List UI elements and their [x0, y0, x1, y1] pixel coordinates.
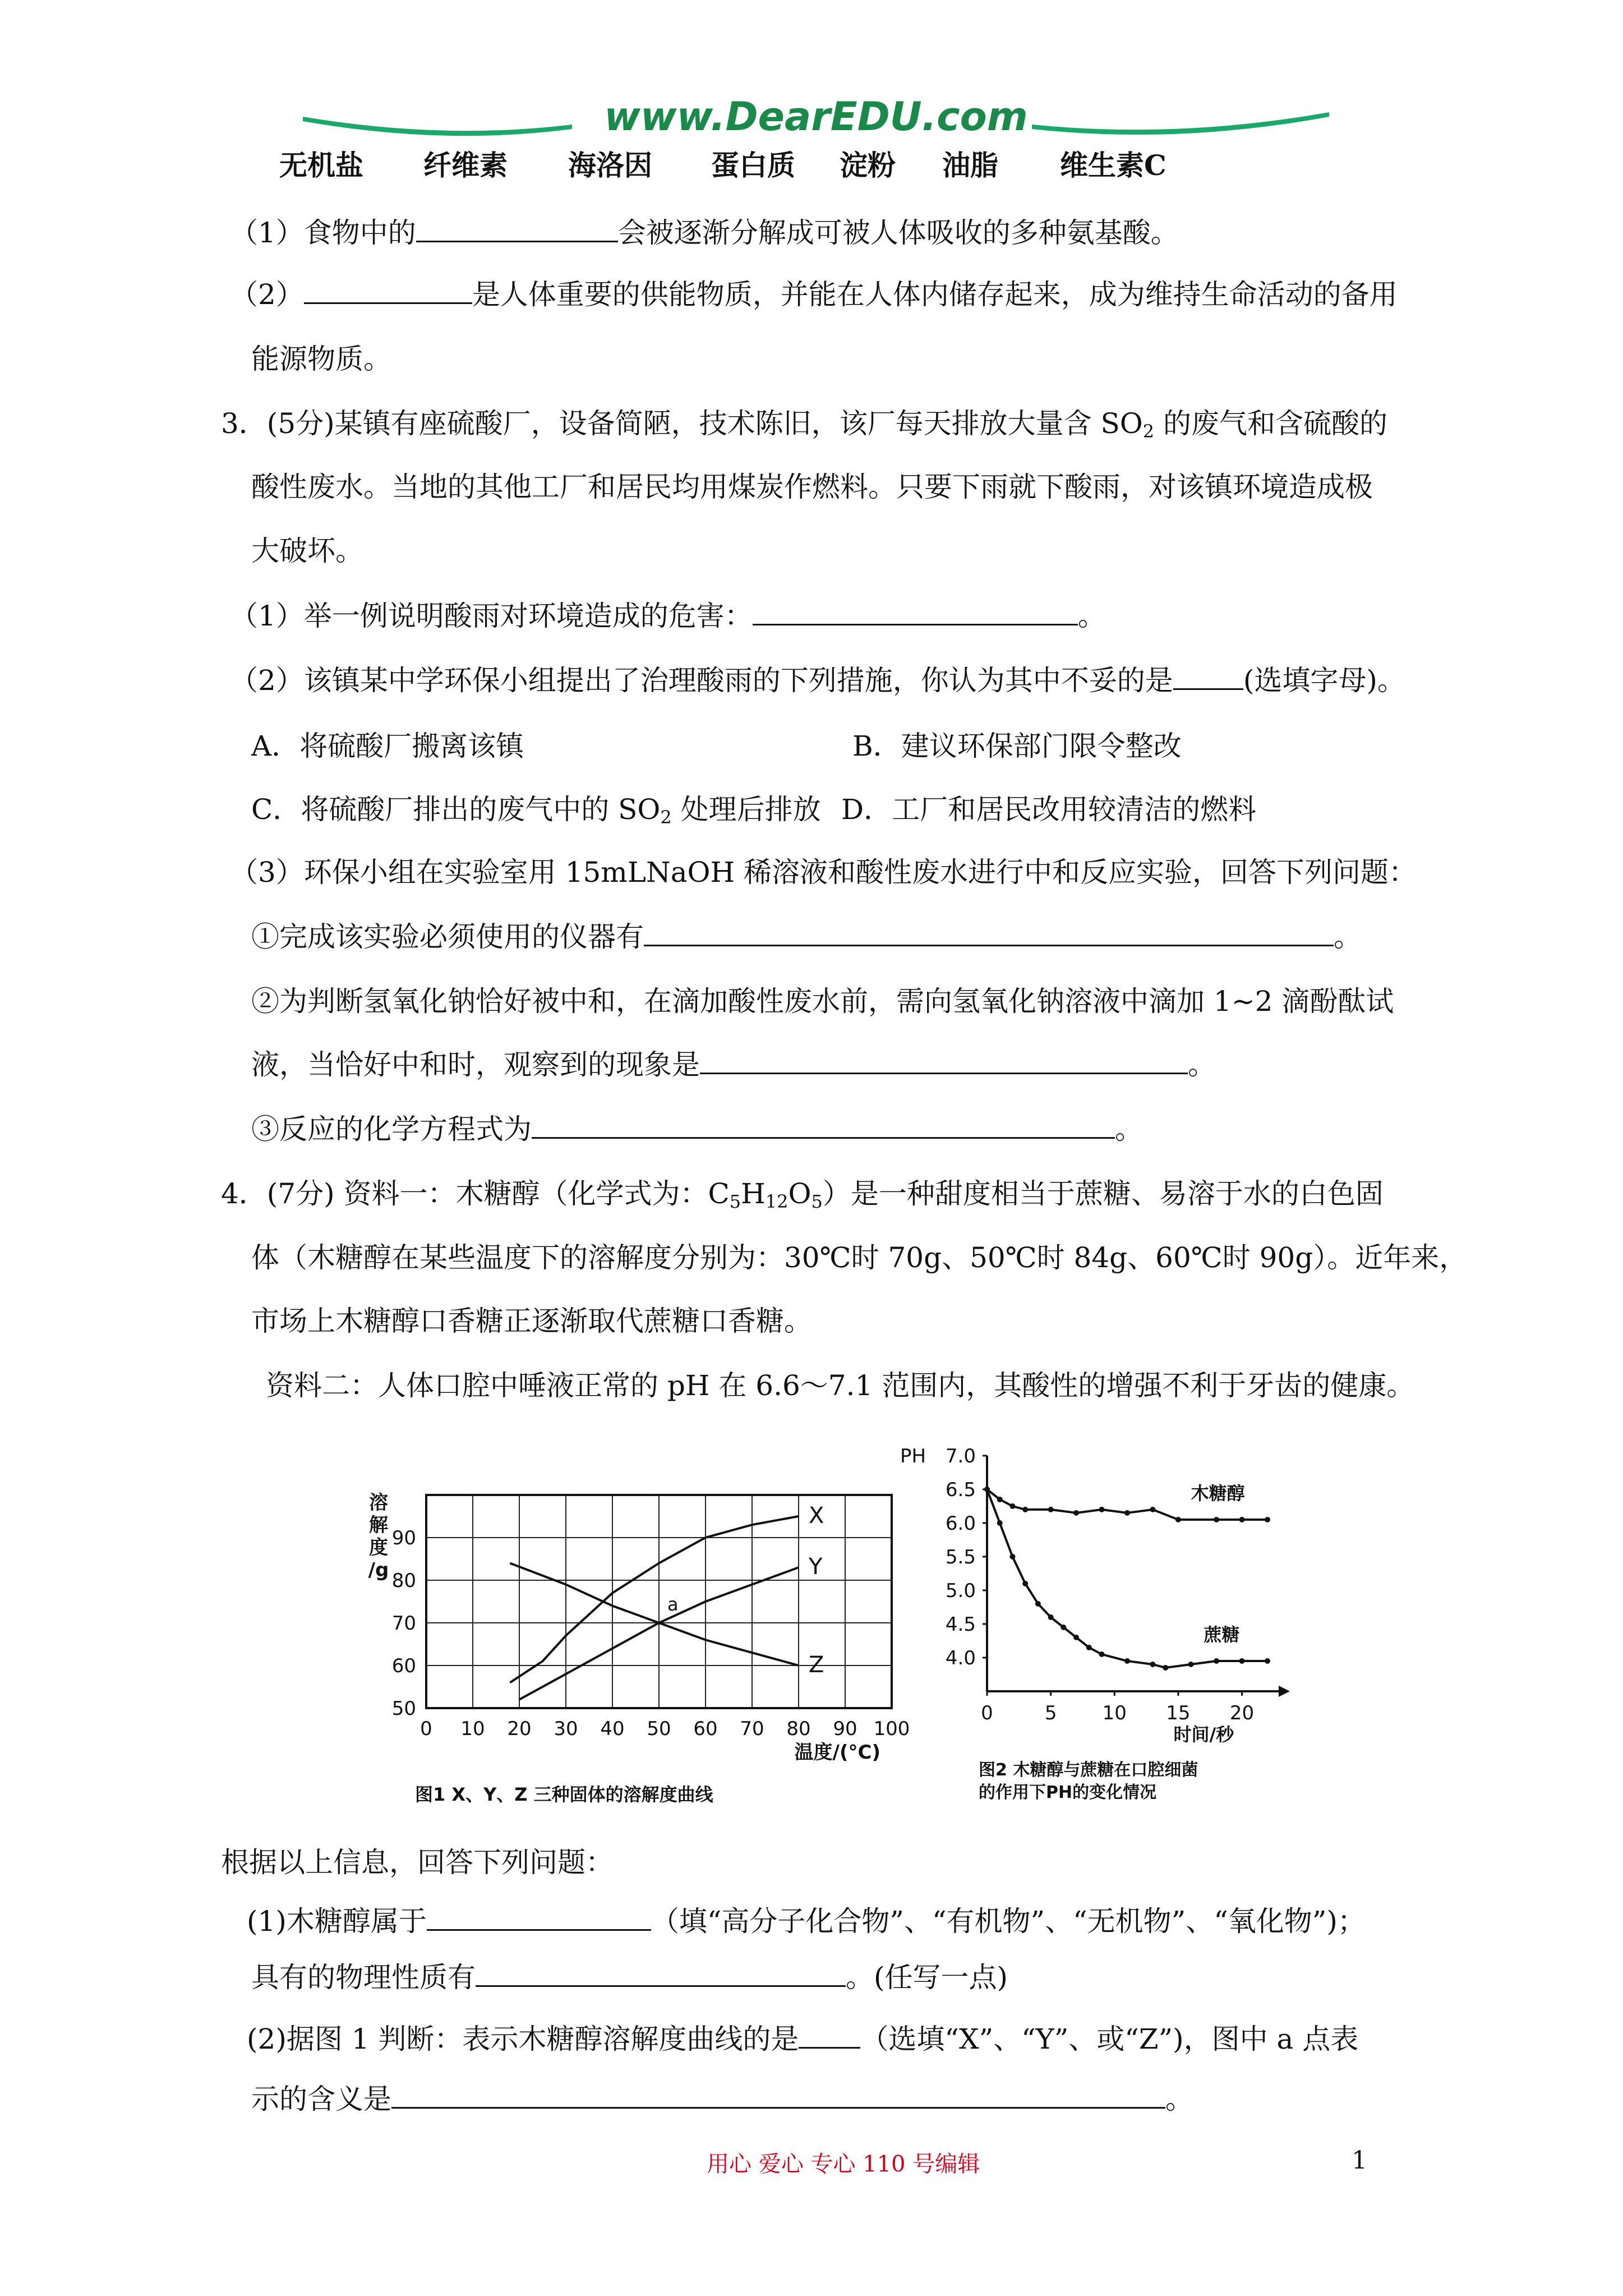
q4-part2 [247, 2022, 1358, 2056]
q2-part2-continued: 能源物质。 [251, 343, 391, 375]
series-label-x: X [809, 1503, 824, 1529]
answer-blank[interactable] [644, 920, 1334, 946]
q3-intro-line3: 大破坏。 [251, 535, 363, 567]
q3-option-a: A．将硫酸厂搬离该镇 [251, 730, 524, 762]
figure-caption-line1: 图2 木糖醇与蔗糖在口腔细菌 [979, 1760, 1198, 1780]
y-tick-label: 70 [391, 1612, 416, 1635]
y-tick-label: 4.5 [945, 1613, 976, 1636]
nutrient-item: 蛋白质 [711, 149, 795, 182]
data-point [1009, 1503, 1015, 1509]
subscript: 2 [1142, 421, 1155, 442]
q4-part1-suffix: （填“高分子化合物”、“有机物”、“无机物”、“氧化物”)； [651, 1905, 1366, 1938]
data-point [1150, 1662, 1155, 1667]
q4-part1-line2-suffix: 。(任写一点) [846, 1961, 1008, 1994]
q3-text: 的废气和含硫酸的 [1154, 407, 1388, 440]
q3-intro-line2: 酸性废水。当地的其他工厂和居民均用煤炭作燃料。只要下雨就下酸雨，对该镇环境造成极 [251, 471, 1373, 503]
answer-blank[interactable] [416, 216, 618, 242]
x-tick-label: 5 [1044, 1702, 1057, 1724]
nutrient-item: 淀粉 [840, 149, 896, 182]
data-point [1214, 1658, 1219, 1664]
q4-intro-line3: 市场上木糖醇口香糖正逐渐取代蔗糖口香糖。 [251, 1305, 812, 1337]
data-point [1214, 1517, 1219, 1522]
x-tick-label: 50 [647, 1718, 671, 1740]
x-axis-arrow [1279, 1686, 1290, 1697]
q3-sub2-suffix: 。 [1188, 1048, 1216, 1081]
q4-text: 4．(7分) 资料一：木糖醇（化学式为：C [221, 1177, 730, 1210]
subscript: 5 [811, 1191, 823, 1212]
q4-part2-line2-prefix: 示的含义是 [251, 2083, 391, 2115]
q2-part2-prefix: （2） [230, 278, 304, 311]
q3-sub2-line1: ②为判断氢氧化钠恰好被中和，在滴加酸性废水前，需向氢氧化钠溶液中滴加 1~2 滴酚酞试 [251, 985, 1394, 1018]
data-point [1124, 1658, 1130, 1664]
q4-intro-line1 [221, 1177, 1384, 1211]
q3-sub2-line2 [251, 1048, 1216, 1082]
subscript: 12 [765, 1191, 789, 1212]
x-tick-label: 80 [786, 1718, 811, 1740]
data-point [1022, 1507, 1028, 1512]
q3-part1-suffix: 。 [1077, 600, 1106, 632]
data-point [1073, 1635, 1079, 1640]
y-axis-label: 解 [369, 1514, 388, 1536]
y-tick-label: 80 [391, 1570, 416, 1592]
q3-sub1-suffix: 。 [1334, 921, 1362, 953]
x-tick-label: 60 [693, 1718, 718, 1740]
q2-part1-suffix: 会被逐渐分解成可被人体吸收的多种氨基酸。 [617, 217, 1179, 249]
data-point [1265, 1517, 1270, 1522]
y-tick-label: 6.5 [945, 1479, 976, 1501]
q3-part2-suffix: (选填字母)。 [1243, 664, 1405, 697]
solubility-chart [356, 1478, 945, 1805]
y-tick-label: 60 [391, 1655, 416, 1677]
answer-blank[interactable] [799, 2022, 860, 2049]
y-tick-label: 6.0 [945, 1512, 976, 1535]
figure-2 [900, 1445, 1307, 1809]
answer-blank[interactable] [391, 2082, 1165, 2109]
answer-blank[interactable] [753, 599, 1078, 625]
q3-sub3 [251, 1112, 1143, 1146]
x-tick-label: 15 [1166, 1702, 1191, 1724]
q3-part3: （3）环保小组在实验室用 15mLNaOH 稀溶液和酸性废水进行中和反应实验，回答下列问题： [230, 856, 1417, 889]
y-tick-label: 5.0 [945, 1580, 976, 1602]
answer-blank[interactable] [427, 1904, 651, 1931]
q3-part2-prefix: （2）该镇某中学环保小组提出了治理酸雨的下列措施，你认为其中不妥的是 [230, 664, 1173, 697]
q3-text: C．将硫酸厂排出的废气中的 SO [251, 793, 661, 826]
q3-part1 [230, 599, 1106, 633]
q4-part1 [247, 1904, 1366, 1938]
q3-part2 [230, 664, 1405, 697]
q3-sub1 [251, 920, 1362, 954]
page-number: 1 [1352, 2146, 1367, 2175]
data-point [1061, 1625, 1066, 1630]
x-tick-label: 0 [981, 1702, 993, 1724]
data-point [1048, 1614, 1054, 1620]
data-point [1239, 1658, 1245, 1664]
figure-1 [356, 1478, 945, 1805]
ph-chart [900, 1445, 1307, 1806]
q4-part1-line2 [251, 1961, 1008, 1994]
q4-part1-line2-prefix: 具有的物理性质有 [251, 1961, 476, 1994]
y-tick-label: 90 [391, 1527, 416, 1549]
data-point [1265, 1658, 1270, 1664]
data-point [997, 1520, 1003, 1526]
x-tick-label: 100 [873, 1718, 910, 1740]
data-point [1239, 1517, 1245, 1522]
x-tick-label: 30 [554, 1718, 578, 1740]
q4-text: H [741, 1177, 766, 1210]
series-label: 蔗糖 [1204, 1624, 1240, 1645]
data-point [1175, 1517, 1181, 1522]
q3-option-b: B．建议环保部门限令整改 [852, 730, 1182, 762]
x-axis-label: 温度/(°C) [794, 1741, 880, 1764]
nutrient-item: 无机盐 [279, 149, 363, 182]
q4-part2-suffix: （选填“X”、“Y”、或“Z”)，图中 a 点表 [860, 2023, 1359, 2055]
x-tick-label: 0 [420, 1718, 432, 1740]
x-tick-label: 10 [460, 1718, 485, 1740]
q2-part1 [230, 216, 1179, 250]
x-tick-label: 70 [740, 1718, 764, 1740]
x-tick-label: 20 [507, 1718, 532, 1740]
data-point [1035, 1601, 1041, 1607]
q3-sub3-suffix: 。 [1115, 1113, 1143, 1145]
series-label-z: Z [809, 1652, 824, 1678]
x-tick-label: 20 [1229, 1702, 1255, 1724]
y-axis-label: /g [368, 1559, 389, 1581]
answer-blank[interactable] [1173, 664, 1243, 690]
header-logo [303, 90, 1329, 146]
q3-sub1-prefix: ①完成该实验必须使用的仪器有 [251, 921, 644, 953]
data-point [1124, 1510, 1130, 1516]
y-tick-label: 7.0 [945, 1445, 976, 1467]
logo-text: www.DearEDU.com [604, 94, 1028, 140]
q4-intro-line2: 体（木糖醇在某些温度下的溶解度分别为：30℃时 70g、50℃时 84g、60℃时 90g）。近年来， [251, 1241, 1468, 1274]
y-tick-label: 4.0 [945, 1647, 976, 1669]
q3-text: 处理后排放 [671, 793, 821, 826]
q4-material2: 资料二：人体口腔中唾液正常的 pH 在 6.6～7.1 范围内，其酸性的增强不利于牙齿的健康。 [266, 1369, 1415, 1402]
series-line-x [510, 1516, 799, 1682]
q4-part2-line2-suffix: 。 [1165, 2083, 1193, 2115]
x-tick-label: 90 [833, 1718, 857, 1740]
q4-text: ）是一种甜度相当于蔗糖、易溶于水的白色固 [822, 1177, 1384, 1210]
y-axis-label: PH [900, 1445, 926, 1467]
data-point [1086, 1645, 1092, 1650]
y-axis-label: 度 [369, 1536, 388, 1559]
x-tick-label: 40 [600, 1718, 625, 1740]
data-point [1073, 1510, 1079, 1516]
nutrient-item: 油脂 [942, 149, 998, 182]
q3-sub2-prefix: 液，当恰好中和时，观察到的现象是 [251, 1048, 700, 1081]
q3-intro-line1 [221, 407, 1387, 440]
nutrient-item: 维生素C [1060, 149, 1166, 182]
figure-caption-line2: 的作用下PH的变化情况 [979, 1783, 1157, 1802]
q2-part2 [230, 278, 1398, 311]
q4-part2-line2 [251, 2082, 1193, 2116]
data-point [1150, 1507, 1155, 1512]
y-axis-label: 溶 [369, 1492, 388, 1514]
nutrient-item: 海洛因 [568, 149, 652, 182]
data-point [984, 1487, 990, 1492]
q4-part1-prefix: (1)木糖醇属于 [247, 1905, 427, 1938]
answer-blank[interactable] [304, 278, 472, 304]
q3-option-c [251, 793, 821, 826]
series-label: 木糖醇 [1191, 1483, 1245, 1504]
q4-prompt: 根据以上信息，回答下列问题： [221, 1846, 614, 1879]
logo-swoosh-graphic [303, 90, 1329, 146]
data-point [997, 1497, 1003, 1502]
q3-text: 3．(5分)某镇有座硫酸厂，设备简陋，技术陈旧，该厂每天排放大量含 SO [221, 407, 1143, 440]
q2-part1-prefix: （1）食物中的 [230, 217, 416, 249]
q4-part2-prefix: (2)据图 1 判断：表示木糖醇溶解度曲线的是 [247, 2023, 799, 2055]
y-tick-label: 50 [391, 1697, 416, 1720]
answer-blank[interactable] [532, 1112, 1115, 1139]
x-axis-label: 时间/秒 [1173, 1724, 1234, 1745]
q3-option-d: D．工厂和居民改用较清洁的燃料 [841, 793, 1257, 826]
q2-part2-suffix: 是人体重要的供能物质，并能在人体内储存起来，成为维持生命活动的备用 [472, 278, 1398, 311]
subscript: 5 [729, 1191, 741, 1212]
nutrient-item: 纤维素 [423, 149, 508, 182]
figure-caption: 图1 X、Y、Z 三种固体的溶解度曲线 [415, 1784, 713, 1805]
data-point [1188, 1662, 1194, 1667]
x-tick-label: 10 [1102, 1702, 1127, 1724]
answer-blank[interactable] [700, 1048, 1188, 1074]
data-point [1099, 1651, 1105, 1657]
footer-slogan: 用心 爱心 专心 110 号编辑 [707, 2151, 980, 2177]
series-label-y: Y [809, 1554, 823, 1580]
data-point [1048, 1507, 1054, 1512]
data-point [1163, 1665, 1168, 1671]
answer-blank[interactable] [476, 1961, 846, 1987]
data-point [1022, 1581, 1028, 1586]
q4-text: O [788, 1177, 811, 1210]
data-point [1009, 1554, 1015, 1559]
subscript: 2 [660, 807, 672, 828]
y-tick-label: 5.5 [945, 1546, 976, 1568]
point-a-label: a [667, 1594, 679, 1615]
data-point [1099, 1507, 1105, 1512]
q3-sub3-prefix: ③反应的化学方程式为 [251, 1113, 532, 1145]
q3-part1-prefix: （1）举一例说明酸雨对环境造成的危害： [230, 600, 753, 632]
